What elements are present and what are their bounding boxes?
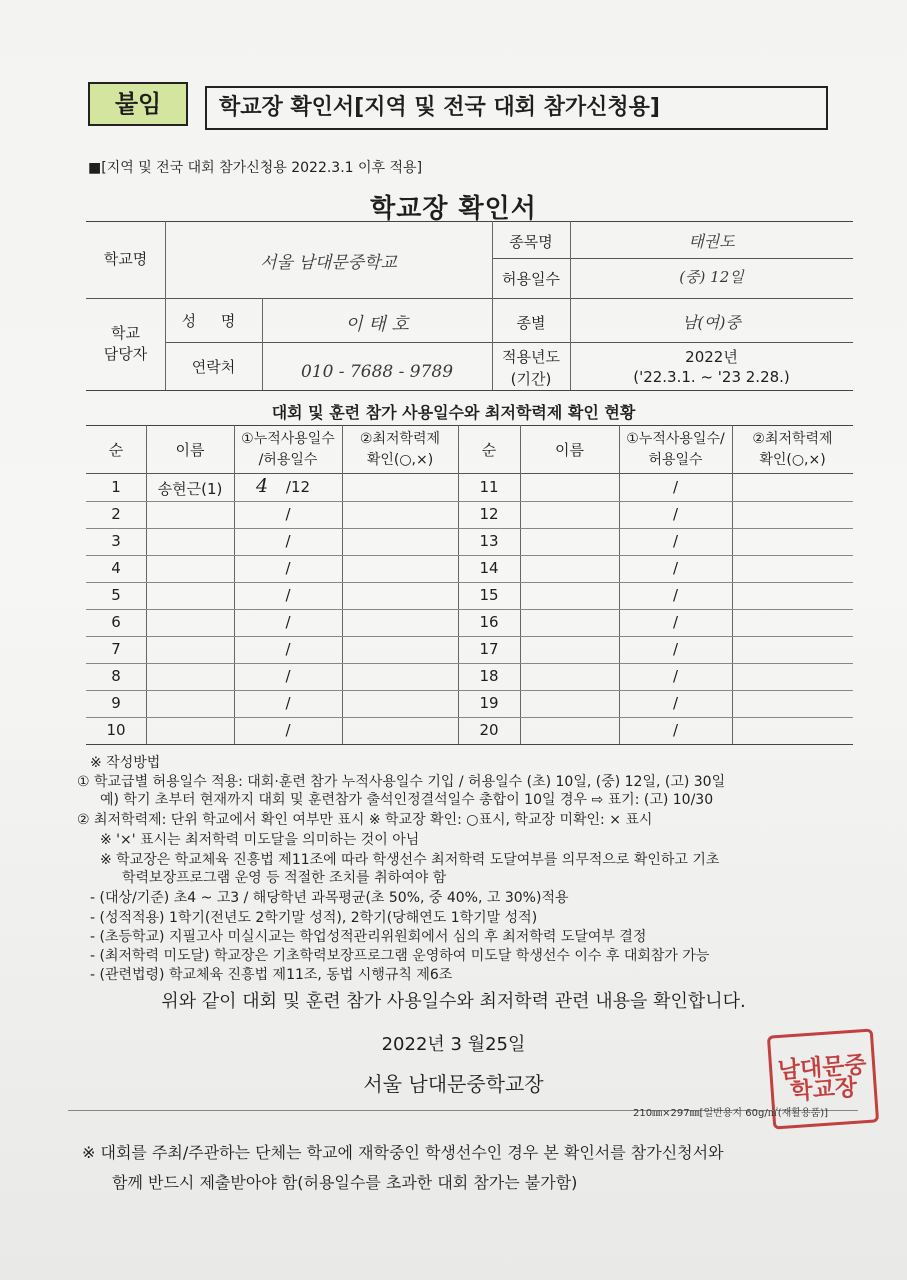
row-allowed-days-left: / [285,694,291,712]
inst-8: - (성적적용) 1학기(전년도 2학기말 성적), 2학기(당해연도 1학기말 성적) [90,910,538,926]
row-allowed-days-left: / [285,667,291,685]
row-allowed-days-right: / [672,721,679,739]
grid-row-divider [86,690,853,691]
head-check-right-1: ②최저학력제 [752,431,833,447]
school-value: 서울 남대문중학교 [260,253,397,273]
row-allowed-days-right: / [672,532,679,550]
year-label-1: 적용년도 [502,348,560,366]
row-allowed-days-right: / [672,559,679,577]
row-allowed-days-right: / [672,667,679,685]
row-allowed-days-left: / [285,559,291,577]
head-name-right: 이름 [555,441,584,459]
footer-note-2: 함께 반드시 제출받아야 함(허용일수를 초과한 대회 참가는 불가함) [112,1173,578,1192]
principal-name: 서울 남대문중학교장 [363,1072,544,1096]
year-value: 2022년 [685,348,738,366]
inst-10: - (최저학력 미도달) 학교장은 기초학력보장프로그램 운영하여 미도달 학생선수 이수 후 대회참가 가능 [90,948,710,964]
grid-row-divider [86,717,853,718]
year-label-2: (기간) [510,370,552,388]
inst-4: ※ '×' 표시는 최저학력 미도달을 의미하는 것이 아님 [100,832,420,848]
head-check-left-1: ②최저학력제 [359,431,441,447]
gender-label: 종별 [516,314,546,332]
head-no-right: 순 [481,441,497,459]
row-number-right: 18 [479,667,499,685]
grid-row-divider [86,582,853,583]
gender-value: 남(여)중 [682,313,741,332]
inst-1: ① 학교급별 허용일수 적용: 대회·훈련 참가 누적사용일수 기입 / 허용일수 (초) 10일, (중) 12일, (고) 30일 [77,774,726,790]
row-number-right: 12 [479,505,499,523]
grid-row-divider [86,501,853,502]
inst-11: - (관련법령) 학교체육 진흥법 제11조, 동법 시행규칙 제6조 [90,967,453,983]
row-allowed-days-right: / [672,478,679,496]
inst-3: ② 최저학력제: 단위 학교에서 확인 여부만 표시 ※ 학교장 확인: ○표시, 학교장 미확인: × 표시 [77,812,653,828]
school-label: 학교명 [103,250,148,268]
row-number-left: 3 [111,532,121,550]
staff-label-2: 담당자 [103,345,148,363]
inst-2: 예) 학기 초부터 현재까지 대회 및 훈련참가 출석인정결석일수 총합이 10일 경우 ⇨ 표기: (고) 10/30 [100,792,714,808]
row-number-right: 19 [479,694,499,712]
row-number-right: 20 [479,721,499,739]
head-days-left [234,429,342,471]
row-number-left: 9 [111,694,121,712]
row-number-right: 17 [479,640,499,658]
grid-title: 대회 및 훈련 참가 사용일수와 최저학력제 확인 현황 [271,403,636,422]
row-number-right: 15 [479,586,499,604]
row-number-left: 6 [111,613,121,631]
page-title: 학교장 확인서 [370,194,537,224]
inst-5: ※ 학교장은 학교체육 진흥법 제11조에 따라 학생선수 최저학력 도달여부를 의무적으로 확인하고 기초 [100,852,720,868]
head-check-left [342,429,458,471]
row-number-left: 1 [111,478,121,496]
head-check-left-2: 확인(○,×) [366,452,434,468]
inst-7: - (대상/기준) 초4 ~ 고3 / 해당학년 과목평균(초 50%, 중 40%, 고 30%)적용 [90,890,569,906]
row-number-left: 5 [111,586,121,604]
grid-row-divider [86,528,853,529]
row-allowed-days-right: / [672,613,679,631]
head-days-left-2: /허용일수 [258,452,318,468]
row-number-right: 14 [479,559,499,577]
row-number-left: 2 [111,505,121,523]
issue-date: 2022년 3 월25일 [381,1034,526,1055]
name-value: 이 태 호 [345,314,409,335]
head-name-left: 이름 [175,441,205,459]
row-allowed-days-left: / [285,721,291,739]
row-allowed-days-left: /12 [285,478,311,496]
head-no-left: 순 [108,441,124,459]
grid-row-divider [86,663,853,664]
inst-6: 학력보장프로그램 운영 등 적절한 조치를 취하여야 함 [122,870,447,886]
days-value: (중) 12일 [679,268,744,286]
sport-label: 종목명 [509,233,553,251]
head-days-right [619,429,732,471]
row-allowed-days-right: / [672,586,679,604]
row-allowed-days-left: / [285,586,291,604]
form-note: ■[지역 및 전국 대회 참가신청용 2022.3.1 이후 적용] [88,160,423,176]
row-number-left: 7 [111,640,121,658]
name-label: 성 명 [181,312,246,330]
official-seal: 남대문중학교장 [767,1028,879,1129]
footer-note-1: ※ 대회를 주최/주관하는 단체는 학교에 재학중인 학생선수인 경우 본 확인서를 참가신청서와 [82,1143,724,1162]
attachment-tag: 붙임 [88,82,188,126]
row-number-left: 8 [111,667,121,685]
head-check-right-2: 확인(○,×) [759,452,826,468]
row-allowed-days-left: / [285,532,291,550]
staff-label-1: 학교 [111,324,140,342]
inst-9: - (초등학교) 지필고사 미실시교는 학업성적관리위원회에서 심의 후 최저학력 도달여부 결정 [90,929,647,945]
row-number-left: 4 [111,559,121,577]
grid-row-divider [86,555,853,556]
head-check-right [732,429,853,471]
row-allowed-days-left: / [285,505,291,523]
inst-0: ※ 작성방법 [90,755,161,771]
row-name-left: 송현근(1) [157,480,223,498]
head-days-right-1: ①누적사용일수/ [626,431,725,447]
paper-spec: 210㎜×297㎜[일반용지 60g/㎡(재활용품)] [633,1108,829,1119]
grid-row-divider [86,636,853,637]
row-number-left: 10 [106,721,126,739]
row-allowed-days-right: / [672,640,679,658]
contact-value: 010 - 7688 - 9789 [300,362,454,382]
row-allowed-days-right: / [672,694,679,712]
row-allowed-days-left: / [285,640,291,658]
contact-label: 연락처 [191,358,236,376]
head-days-right-2: 허용일수 [648,452,703,468]
document-heading: 학교장 확인서[지역 및 전국 대회 참가신청용] [205,86,828,130]
period-value: ('22.3.1. ~ '23 2.28.) [633,368,790,386]
row-number-right: 16 [479,613,499,631]
row-number-right: 13 [479,532,499,550]
grid-row-divider [86,609,853,610]
days-label: 허용일수 [502,270,560,288]
row-number-right: 11 [479,478,499,496]
head-days-left-1: ①누적사용일수 [241,431,335,447]
row-used-days: 4 [255,475,269,497]
sport-value: 태권도 [688,232,735,251]
row-allowed-days-left: / [285,613,291,631]
confirm-statement: 위와 같이 대회 및 훈련 참가 사용일수와 최저학력 관련 내용을 확인합니다. [161,991,746,1012]
row-allowed-days-right: / [672,505,679,523]
